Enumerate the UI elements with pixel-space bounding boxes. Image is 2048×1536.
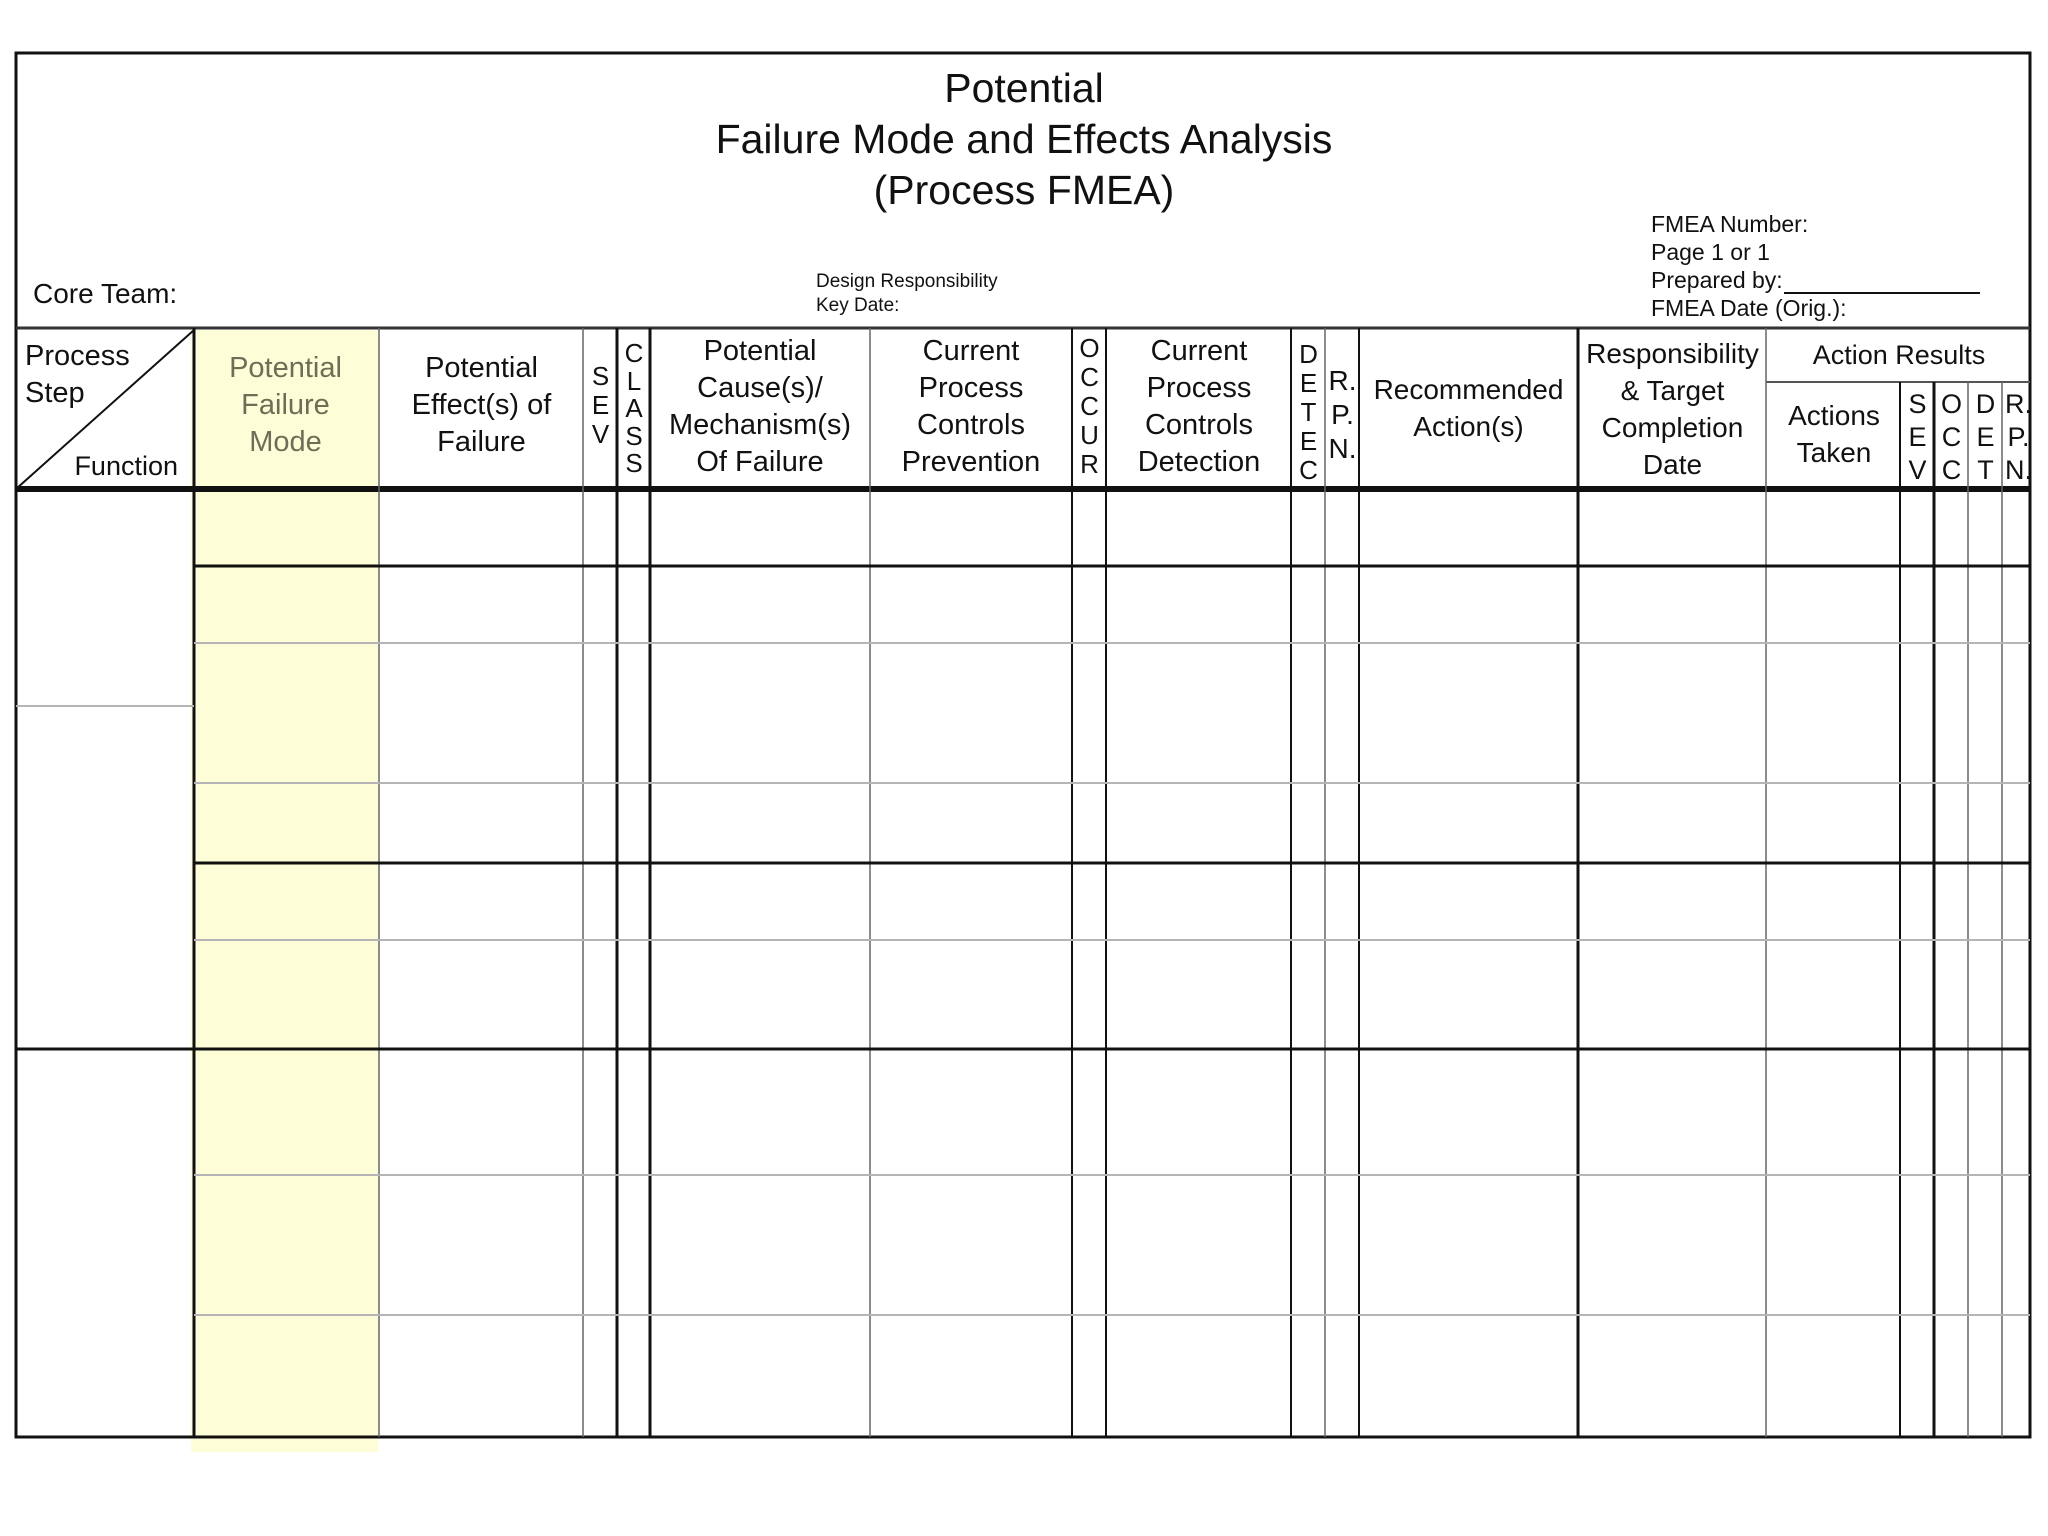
- header-ar-sev: S E V: [1908, 388, 1927, 485]
- header-ar-det: D E T: [1975, 388, 1996, 485]
- header-function: Function: [74, 450, 178, 481]
- header-sev: S E V: [591, 360, 610, 449]
- prepared-by-label: Prepared by:: [1651, 267, 1783, 293]
- table-body: [16, 492, 2030, 1437]
- header-responsibility: Responsibility & Target Completion Date: [1586, 338, 1759, 480]
- header-detection: Current Process Controls Detection: [1137, 335, 1261, 478]
- core-team-label: Core Team:: [33, 278, 178, 309]
- form-title-line2: Failure Mode and Effects Analysis: [715, 116, 1333, 162]
- design-responsibility-label: Design Responsibility: [816, 271, 998, 292]
- fmea-number-label: FMEA Number:: [1651, 211, 1809, 237]
- header-prevention: Current Process Controls Prevention: [901, 335, 1041, 478]
- header-detec: D E T E C: [1299, 338, 1318, 485]
- key-date-label: Key Date:: [816, 295, 900, 316]
- header-recommended-actions: Recommended Action(s): [1373, 374, 1564, 442]
- header-effects: Potential Effect(s) of Failure: [411, 351, 552, 458]
- header-actions-taken: Actions Taken: [1788, 400, 1880, 468]
- header-action-results: Action Results: [1812, 339, 1986, 370]
- header-failure-mode: Potential Failure Mode: [229, 351, 342, 458]
- form-title-line3: (Process FMEA): [873, 167, 1175, 213]
- header-ar-rpn: R. P. N.: [2005, 388, 2032, 485]
- process-step-diagonal: [16, 330, 194, 489]
- page-number-label: Page 1 or 1: [1651, 239, 1770, 265]
- fmea-date-label: FMEA Date (Orig.):: [1651, 295, 1847, 321]
- header-ar-occ: O C C: [1940, 388, 1962, 485]
- header-causes: Potential Cause(s)/ Mechanism(s) Of Failure: [668, 335, 852, 478]
- header-rpn: R. P. N.: [1328, 365, 1357, 464]
- header-occur: O C C U R: [1079, 332, 1100, 479]
- form-title-line1: Potential: [944, 65, 1104, 111]
- header-class: C L A S S: [624, 338, 644, 479]
- header-process-step: Process Step: [25, 340, 130, 409]
